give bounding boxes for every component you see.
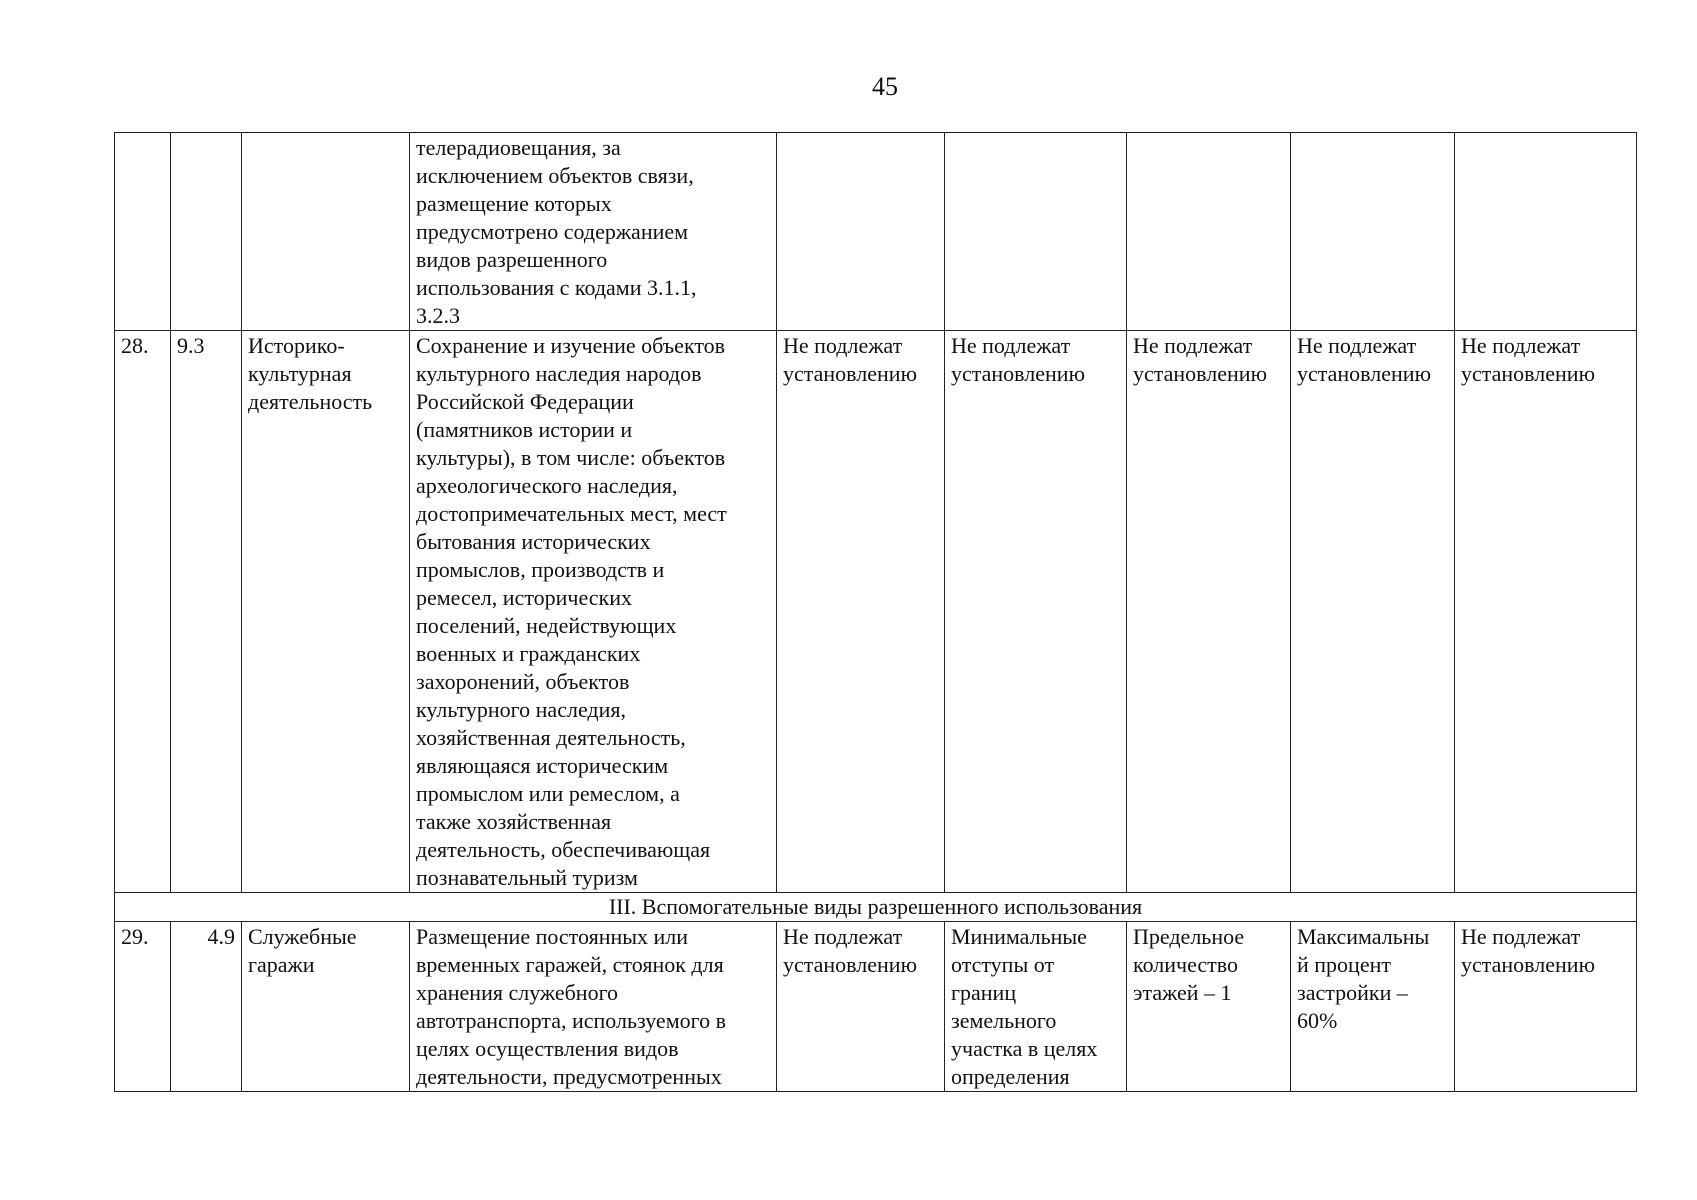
param-cell-2: Не подлежат установлению bbox=[945, 331, 1127, 893]
row-number-cell: 28. bbox=[115, 331, 171, 893]
description-cell: Сохранение и изучение объектов культурного наследия народов Российской Федерации (памятников истории и культуры), в том числе: объектов археологического наследия, достопримечательных мест, мест бытования исторических промыслов, производств и ремесел, исторических поселений, недействующих военных и гражданских захоронений, объектов культурного наследия, хозяйственная деятельность, являющаяся историческим промыслом или ремеслом, а также хозяйственная деятельность, обеспечивающая познавательный туризм bbox=[410, 331, 777, 893]
description-cell: телерадиовещания, за исключением объектов связи, размещение которых предусмотрено содержанием видов разрешенного использования с кодами 3.1.1, 3.2.3 bbox=[410, 133, 777, 331]
code-cell: 4.9 bbox=[171, 922, 242, 1092]
table-row bbox=[115, 922, 1637, 1092]
param-cell-5 bbox=[1455, 133, 1637, 331]
param-cell-1 bbox=[777, 133, 945, 331]
use-name-cell: Историко- культурная деятельность bbox=[242, 331, 410, 893]
row-number-cell: 29. bbox=[115, 922, 171, 1092]
param-cell-3 bbox=[1127, 133, 1291, 331]
param-cell-5: Не подлежат установлению bbox=[1455, 922, 1637, 1092]
param-cell-2: Минимальные отступы от границ земельного участка в целях определения bbox=[945, 922, 1127, 1092]
param-cell-4: Максимальны й процент застройки – 60% bbox=[1291, 922, 1455, 1092]
param-cell-4 bbox=[1291, 133, 1455, 331]
table-row bbox=[115, 133, 1637, 331]
param-cell-4: Не подлежат установлению bbox=[1291, 331, 1455, 893]
param-cell-5: Не подлежат установлению bbox=[1455, 331, 1637, 893]
table-row bbox=[115, 331, 1637, 893]
row-number-cell bbox=[115, 133, 171, 331]
param-cell-1: Не подлежат установлению bbox=[777, 922, 945, 1092]
page-number: 45 bbox=[872, 72, 898, 101]
description-cell: Размещение постоянных или временных гаражей, стоянок для хранения служебного автотранспорта, используемого в целях осуществления видов деятельности, предусмотренных bbox=[410, 922, 777, 1092]
param-cell-2 bbox=[945, 133, 1127, 331]
code-cell: 9.3 bbox=[171, 331, 242, 893]
section-heading-row bbox=[115, 893, 1637, 922]
section-heading: III. Вспомогательные виды разрешенного использования bbox=[115, 893, 1637, 922]
use-name-cell bbox=[242, 133, 410, 331]
param-cell-3: Предельное количество этажей – 1 bbox=[1127, 922, 1291, 1092]
code-cell bbox=[171, 133, 242, 331]
zoning-regulations-table bbox=[114, 132, 1637, 1092]
param-cell-1: Не подлежат установлению bbox=[777, 331, 945, 893]
use-name-cell: Служебные гаражи bbox=[242, 922, 410, 1092]
param-cell-3: Не подлежат установлению bbox=[1127, 331, 1291, 893]
